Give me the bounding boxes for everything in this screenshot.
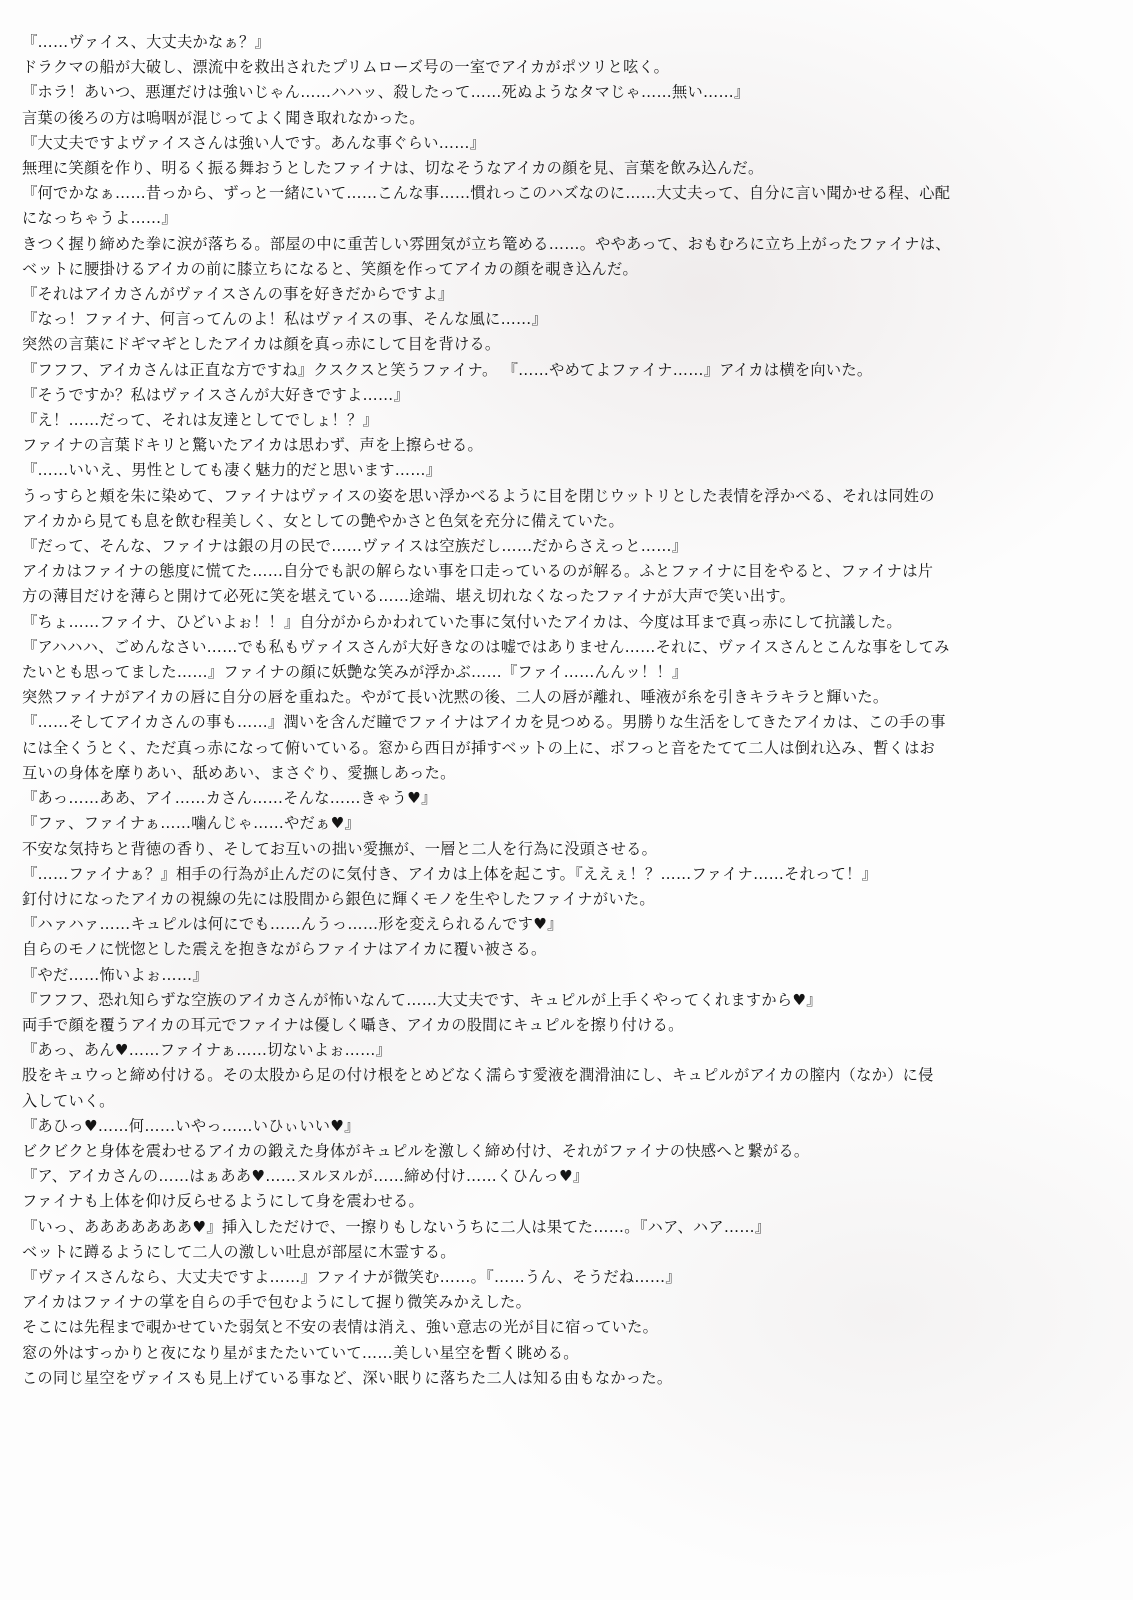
text-line: アイカから見ても息を飲む程美しく、女としての艶やかさと色気を充分に備えていた。 bbox=[22, 511, 625, 530]
text-line: 『やだ……怖いよぉ……』 bbox=[22, 965, 208, 984]
text-line: たいとも思ってました……』ファイナの顔に妖艶な笑みが浮かぶ……『ファイ……んんッ！！』 bbox=[22, 663, 688, 682]
story-text-block bbox=[22, 30, 1112, 1391]
text-line: 窓の外はすっかりと夜になり星がまたたいていて……美しい星空を暫く眺める。 bbox=[22, 1343, 579, 1362]
text-line: 『……いいえ、男性としても凄く魅力的だと思います……』 bbox=[22, 461, 442, 480]
text-line: 『そうですか？私はヴァイスさんが大好きですよ……』 bbox=[22, 385, 409, 404]
text-line: ファイナも上体を仰け反らせるようにして身を震わせる。 bbox=[22, 1192, 425, 1211]
text-line: 『あひっ♥……何……いやっ……いひぃいい♥』 bbox=[22, 1116, 360, 1135]
text-line: きつく握り締めた拳に涙が落ちる。部屋の中に重苦しい雰囲気が立ち篭める……。ややあって、おもむろに立ち上がったファイナは、 bbox=[22, 234, 951, 253]
text-line: 『ちょ……ファイナ、ひどいよぉ！！』自分がからかわれていた事に気付いたアイカは、今度は耳まで真っ赤にして抗議した。 bbox=[22, 612, 902, 631]
text-line: 『それはアイカさんがヴァイスさんの事を好きだからですよ』 bbox=[22, 285, 454, 304]
text-line: 突然の言葉にドギマギとしたアイカは顔を真っ赤にして目を背ける。 bbox=[22, 335, 501, 354]
text-line: ファイナの言葉ドキリと驚いたアイカは思わず、声を上擦らせる。 bbox=[22, 436, 483, 455]
text-line: 互いの身体を摩りあい、舐めあい、まさぐり、愛撫しあった。 bbox=[22, 763, 456, 782]
text-line: 入していく。 bbox=[22, 1091, 115, 1110]
text-line: 両手で顔を覆うアイカの耳元でファイナは優しく囁き、アイカの股間にキュピルを擦り付ける。 bbox=[22, 1015, 684, 1034]
text-line: 自らのモノに恍惚とした震えを抱きながらファイナはアイカに覆い被さる。 bbox=[22, 940, 547, 959]
text-line: うっすらと頬を朱に染めて、ファイナはヴァイスの姿を思い浮かべるように目を閉じウットリとした表情を浮かべる、それは同姓の bbox=[22, 486, 935, 505]
text-line: ドラクマの船が大破し、漂流中を救出されたプリムローズ号の一室でアイカがポツリと呟く。 bbox=[22, 58, 670, 77]
text-line: 『いっ、あああああああ♥』挿入しただけで、一擦りもしないうちに二人は果てた……。『ハア、ハア……』 bbox=[22, 1217, 771, 1236]
text-line: アイカはファイナの掌を自らの手で包むようにして握り微笑みかえした。 bbox=[22, 1293, 532, 1312]
text-line: この同じ星空をヴァイスも見上げている事など、深い眠りに落ちた二人は知る由もなかった。 bbox=[22, 1368, 673, 1387]
text-line: 無理に笑顔を作り、明るく振る舞おうとしたファイナは、切なそうなアイカの顔を見、言葉を飲み込んだ。 bbox=[22, 159, 764, 178]
text-line: 『……そしてアイカさんの事も……』潤いを含んだ瞳でファイナはアイカを見つめる。男勝りな生活をしてきたアイカは、この手の事 bbox=[22, 713, 946, 732]
text-line: ベットに腰掛けるアイカの前に膝立ちになると、笑顔を作ってアイカの顔を覗き込んだ。 bbox=[22, 259, 639, 278]
text-line: 『ホラ！あいつ、悪運だけは強いじゃん……ハハッ、殺したって……死ぬようなタマじゃ……無い……』 bbox=[22, 83, 750, 102]
text-line: 『あっ、あん♥……ファイナぁ……切ないよぉ……』 bbox=[22, 1041, 392, 1060]
text-line: 『大丈夫ですよヴァイスさんは強い人です。あんな事ぐらい……』 bbox=[22, 133, 486, 152]
text-line: 『フフフ、恐れ知らずな空族のアイカさんが怖いなんて……大丈夫です、キュピルが上手くやってくれますから♥』 bbox=[22, 990, 822, 1009]
text-line: アイカはファイナの態度に慌てた……自分でも訳の解らない事を口走っているのが解る。ふとファイナに目をやると、ファイナは片 bbox=[22, 562, 934, 581]
text-line: 股をキュウっと締め付ける。その太股から足の付け根をとめどなく濡らす愛液を潤滑油にし、キュピルがアイカの膣内（なか）に侵 bbox=[22, 1066, 934, 1085]
text-line: 突然ファイナがアイカの唇に自分の唇を重ねた。やがて長い沈黙の後、二人の唇が離れ、唾液が糸を引きキラキラと輝いた。 bbox=[22, 688, 889, 707]
text-line: 『なっ！ファイナ、何言ってんのよ！私はヴァイスの事、そんな風に……』 bbox=[22, 310, 548, 329]
text-line: には全くうとく、ただ真っ赤になって俯いている。窓から西日が挿すベットの上に、ボフっと音をたてて二人は倒れ込み、暫くはお bbox=[22, 738, 936, 757]
text-line: 『ファ、ファイナぁ……噛んじゃ……やだぁ♥』 bbox=[22, 814, 361, 833]
text-line: 『フフフ、アイカさんは正直な方ですね』クスクスと笑うファイナ。 『……やめてよファイナ……』アイカは横を向いた。 bbox=[22, 360, 873, 379]
text-line: 『何でかなぁ……昔っから、ずっと一緒にいて……こんな事……慣れっこのハズなのに……大丈夫って、自分に言い聞かせる程、心配 bbox=[22, 184, 951, 203]
text-line: 『アハハハ、ごめんなさい……でも私もヴァイスさんが大好きなのは嘘ではありません……それに、ヴァイスさんとこんな事をしてみ bbox=[22, 637, 950, 656]
text-line: 方の薄目だけを薄らと開けて必死に笑を堪えている……途端、堪え切れなくなったファイナが大声で笑い出す。 bbox=[22, 587, 796, 606]
text-line: 釘付けになったアイカの視線の先には股間から銀色に輝くモノを生やしたファイナがいた。 bbox=[22, 889, 655, 908]
text-line: 『え！……だって、それは友達としてでしょ！？』 bbox=[22, 411, 379, 430]
text-line: ビクビクと身体を震わせるアイカの鍛えた身体がキュピルを激しく締め付け、それがファイナの快感へと繋がる。 bbox=[22, 1141, 810, 1160]
text-line: 『……ヴァイス、大丈夫かなぁ？』 bbox=[22, 33, 271, 51]
text-line: 言葉の後ろの方は嗚咽が混じってよく聞き取れなかった。 bbox=[22, 108, 425, 127]
text-line: そこには先程まで覗かせていた弱気と不安の表情は消え、強い意志の光が目に宿っていた。 bbox=[22, 1318, 659, 1337]
text-line: になっちゃうよ……』 bbox=[22, 209, 177, 228]
text-line: 不安な気持ちと背徳の香り、そしてお互いの拙い愛撫が、一層と二人を行為に没頭させる。 bbox=[22, 839, 658, 858]
text-line: ベットに蹲るようにして二人の激しい吐息が部屋に木霊する。 bbox=[22, 1242, 456, 1261]
text-line: 『だって、そんな、ファイナは銀の月の民で……ヴァイスは空族だし……だからさえっと……』 bbox=[22, 537, 688, 556]
text-line: 『あっ……ああ、アイ……カさん……そんな……きゃう♥』 bbox=[22, 789, 437, 808]
text-line: 『……ファイナぁ？』相手の行為が止んだのに気付き、アイカは上体を起こす。『ええぇ！？……ファイナ……それって！』 bbox=[22, 864, 878, 883]
text-line: 『ア、アイカさんの……はぁああ♥……ヌルヌルが……締め付け……くひんっ♥』 bbox=[22, 1167, 589, 1186]
text-line: 『ハァハァ……キュピルは何にでも……んうっ……形を変えられるんです♥』 bbox=[22, 915, 563, 934]
text-line: 『ヴァイスさんなら、大丈夫ですよ……』ファイナが微笑む……。『……うん、そうだね……』 bbox=[22, 1267, 681, 1286]
